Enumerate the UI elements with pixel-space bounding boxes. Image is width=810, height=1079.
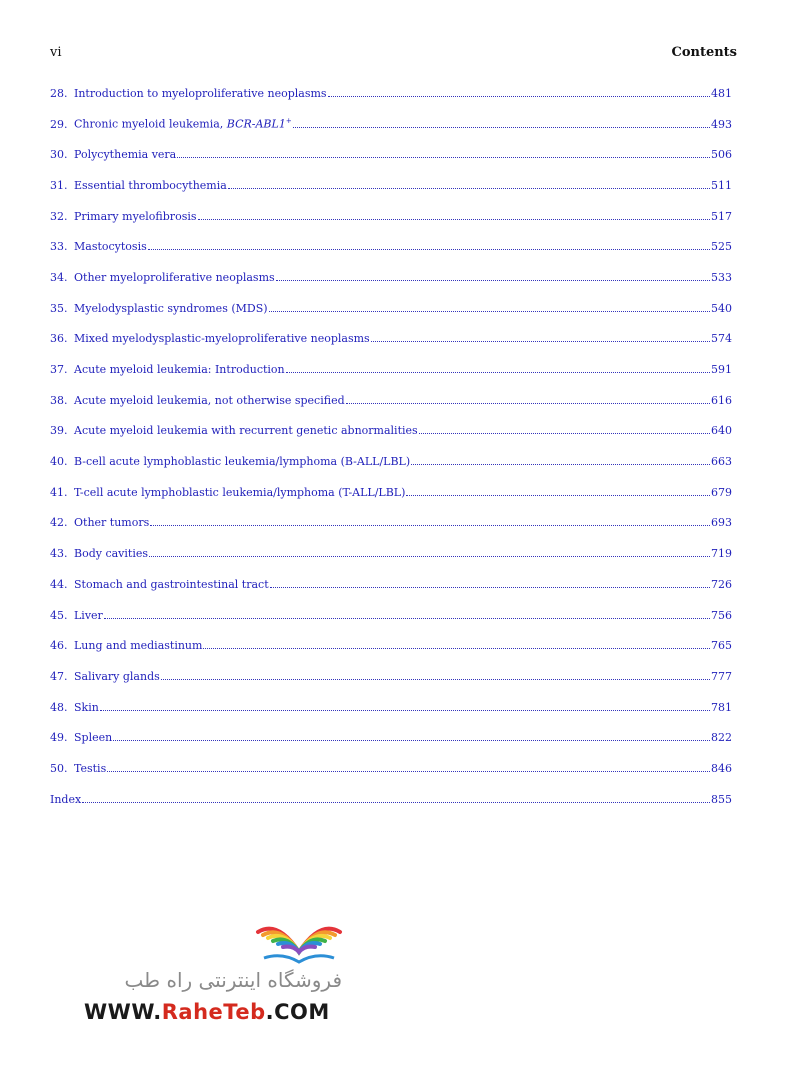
dot-leader [286, 372, 710, 373]
toc-entry[interactable] [50, 354, 732, 385]
toc-entry-number: 38. [50, 393, 68, 407]
toc-entry-page: 616 [711, 393, 732, 407]
toc-entry[interactable] [50, 446, 732, 477]
dot-leader [293, 127, 710, 128]
dot-leader [203, 648, 710, 649]
watermark-url [84, 1000, 330, 1024]
toc-entry-title-superscript: + [285, 117, 292, 126]
url-suffix: .COM [265, 1000, 330, 1024]
toc-entry-title[interactable] [74, 179, 227, 192]
section-title: Contents [671, 45, 737, 60]
toc-entry-title-text: Stomach and gastrointestinal tract [74, 577, 269, 591]
toc-entry-number: 29. [50, 117, 68, 131]
toc-entry-page: 777 [711, 669, 732, 683]
toc-entry-number: 35. [50, 301, 68, 315]
dot-leader [228, 188, 710, 189]
toc-entry-page: 846 [711, 761, 732, 775]
toc-entry-title-text: Mastocytosis [74, 240, 147, 254]
toc-entry-title-italic: BCR-ABL1 [226, 117, 286, 131]
toc-entry-title[interactable] [74, 547, 148, 560]
toc-entry[interactable] [50, 201, 732, 232]
logo-arc [283, 947, 315, 952]
toc-entry-number: 36. [50, 332, 68, 346]
toc-entry-title[interactable] [74, 271, 275, 284]
dot-leader [177, 157, 710, 158]
toc-entry-page: 517 [711, 209, 732, 223]
toc-entry-title[interactable] [74, 117, 292, 131]
toc-entry-page: 822 [711, 731, 732, 745]
toc-entry-title[interactable] [74, 762, 106, 775]
toc-entry-title-text: Acute myeloid leukemia: Introduction [74, 363, 285, 377]
toc-entry-title-text: Salivary glands [74, 669, 160, 683]
toc-entry[interactable] [50, 538, 732, 569]
toc-entry-page: 781 [711, 700, 732, 714]
toc-entry[interactable] [50, 170, 732, 201]
toc-entry-number: 48. [50, 700, 68, 714]
toc-entry-title-text: Essential thrombocythemia [74, 178, 227, 192]
toc-entry-title-text: Mixed myelodysplastic-myeloproliferative neoplasms [74, 332, 370, 346]
toc-entry[interactable] [50, 109, 732, 140]
toc-entry[interactable] [50, 293, 732, 324]
dot-leader [328, 96, 710, 97]
toc-entry-title[interactable] [74, 424, 418, 437]
toc-entry-title-text: Other tumors [74, 516, 150, 530]
url-prefix: WWW. [84, 1000, 162, 1024]
toc-entry-title-text: Liver [74, 608, 103, 622]
toc-entry-title[interactable] [74, 578, 269, 591]
toc-entry[interactable] [50, 692, 732, 723]
toc-entry-page: 506 [711, 148, 732, 162]
toc-entry[interactable] [50, 139, 732, 170]
toc-entry-number: 44. [50, 577, 68, 591]
page-number: vi [50, 45, 62, 60]
toc-entry-page: 591 [711, 363, 732, 377]
toc-entry-title[interactable] [74, 302, 268, 315]
toc-entry-number: 34. [50, 270, 68, 284]
open-book-rainbow-icon [254, 922, 344, 966]
toc-entry-title[interactable] [74, 609, 103, 622]
toc-entry[interactable] [50, 508, 732, 539]
toc-entry[interactable] [50, 262, 732, 293]
toc-entry-title[interactable] [74, 240, 147, 253]
toc-entry-title-text: Body cavities [74, 547, 149, 561]
toc-entry-page: 663 [711, 455, 732, 469]
toc-entry[interactable] [50, 324, 732, 355]
toc-entry[interactable] [50, 231, 732, 262]
toc-entry-number: 40. [50, 455, 68, 469]
toc-entry-title-text: Lung and mediastinum [74, 639, 203, 653]
toc-entry[interactable] [50, 600, 732, 631]
toc-entry-number: 37. [50, 363, 68, 377]
toc-entry-number: 39. [50, 424, 68, 438]
toc-entry-page: 525 [711, 240, 732, 254]
toc-entry-page: 574 [711, 332, 732, 346]
watermark-persian-text: فروشگاه اینترنتی راه طب [124, 968, 342, 992]
toc-entry[interactable] [50, 385, 732, 416]
toc-entry-number: 30. [50, 148, 68, 162]
toc-entry-number: 31. [50, 178, 68, 192]
dot-leader [150, 525, 710, 526]
toc-entry-number: 42. [50, 516, 68, 530]
toc-entry-number: 32. [50, 209, 68, 223]
toc-entry-title[interactable] [74, 332, 370, 345]
toc-entry-page: 756 [711, 608, 732, 622]
toc-entry-title[interactable] [74, 210, 197, 223]
toc-entry-page: 493 [711, 117, 732, 131]
toc-entry[interactable] [50, 78, 732, 109]
toc-entry-title-text: Spleen [74, 731, 113, 745]
toc-entry-number: 46. [50, 639, 68, 653]
toc-entry-title[interactable] [74, 87, 327, 100]
dot-leader [371, 341, 710, 342]
watermark [84, 922, 344, 1027]
toc-entry-title[interactable] [74, 363, 285, 376]
toc-entry-title[interactable] [74, 148, 176, 161]
toc-entry-page: 765 [711, 639, 732, 653]
dot-leader [149, 556, 710, 557]
dot-leader [198, 219, 711, 220]
toc-entry-page: 693 [711, 516, 732, 530]
toc-entry-page: 540 [711, 301, 732, 315]
dot-leader [270, 587, 710, 588]
toc-entry-page: 719 [711, 547, 732, 561]
toc-entry-title-text: Myelodysplastic syndromes (MDS) [74, 301, 268, 315]
url-brand: RaheTeb [161, 1000, 266, 1024]
page-header [50, 45, 737, 65]
toc-entry-number: 45. [50, 608, 68, 622]
toc-entry-number: 49. [50, 731, 68, 745]
dot-leader [82, 802, 710, 803]
dot-leader [148, 249, 710, 250]
toc-entry-title[interactable] [74, 731, 112, 744]
toc-entry-title[interactable] [74, 486, 405, 499]
toc-entry-page: 726 [711, 577, 732, 591]
toc-entry[interactable] [50, 753, 732, 784]
toc-entry-number: 43. [50, 547, 68, 561]
toc-entry-title-text: Chronic myeloid leukemia, [74, 117, 227, 131]
toc-entry-page: 533 [711, 270, 732, 284]
toc-entry-title-text: Primary myelofibrosis [74, 209, 197, 223]
toc-entry[interactable] [50, 416, 732, 447]
toc-entry[interactable] [50, 569, 732, 600]
toc-entry[interactable] [50, 661, 732, 692]
toc-entry-title[interactable] [74, 701, 99, 714]
dot-leader [104, 618, 710, 619]
dot-leader [107, 771, 710, 772]
dot-leader [100, 710, 710, 711]
dot-leader [113, 740, 710, 741]
toc-entry-number: 41. [50, 485, 68, 499]
dot-leader [346, 403, 710, 404]
toc-entry-title[interactable] [50, 793, 81, 806]
logo-book-base [264, 956, 334, 962]
toc-entry-title-text: Acute myeloid leukemia with recurrent genetic abnormalities [74, 424, 418, 438]
toc-entry-page: 855 [711, 792, 732, 806]
toc-entry-title-text: Polycythemia vera [74, 148, 177, 162]
toc-entry-title-text: B-cell acute lymphoblastic leukemia/lymphoma (B-ALL/LBL) [74, 455, 411, 469]
dot-leader [276, 280, 710, 281]
toc-entry[interactable] [50, 722, 732, 753]
toc-entry-number: 33. [50, 240, 68, 254]
toc-entry-title-text: Skin [74, 700, 99, 714]
toc-entry-page: 511 [711, 178, 732, 192]
toc-entry-title-text: T-cell acute lymphoblastic leukemia/lymphoma (T-ALL/LBL) [74, 485, 406, 499]
toc-entry-title[interactable] [74, 455, 410, 468]
table-of-contents [50, 78, 732, 815]
dot-leader [406, 495, 710, 496]
toc-entry-index[interactable] [50, 784, 732, 815]
toc-entry[interactable] [50, 630, 732, 661]
toc-entry-title[interactable] [74, 516, 149, 529]
toc-entry-title-text: Other myeloproliferative neoplasms [74, 270, 275, 284]
dot-leader [411, 464, 710, 465]
toc-entry-title-text: Testis [74, 761, 107, 775]
toc-entry-title-text: Index [50, 792, 82, 806]
toc-entry-title[interactable] [74, 670, 160, 683]
dot-leader [419, 433, 710, 434]
toc-entry-number: 28. [50, 86, 68, 100]
toc-entry-number: 47. [50, 669, 68, 683]
dot-leader [161, 679, 710, 680]
toc-entry-title[interactable] [74, 639, 202, 652]
dot-leader [269, 311, 710, 312]
toc-entry-title[interactable] [74, 394, 345, 407]
toc-entry[interactable] [50, 477, 732, 508]
toc-entry-page: 679 [711, 485, 732, 499]
toc-entry-page: 481 [711, 86, 732, 100]
toc-entry-title-text: Acute myeloid leukemia, not otherwise specified [74, 393, 345, 407]
toc-entry-number: 50. [50, 761, 68, 775]
toc-entry-page: 640 [711, 424, 732, 438]
toc-entry-title-text: Introduction to myeloproliferative neoplasms [74, 86, 327, 100]
